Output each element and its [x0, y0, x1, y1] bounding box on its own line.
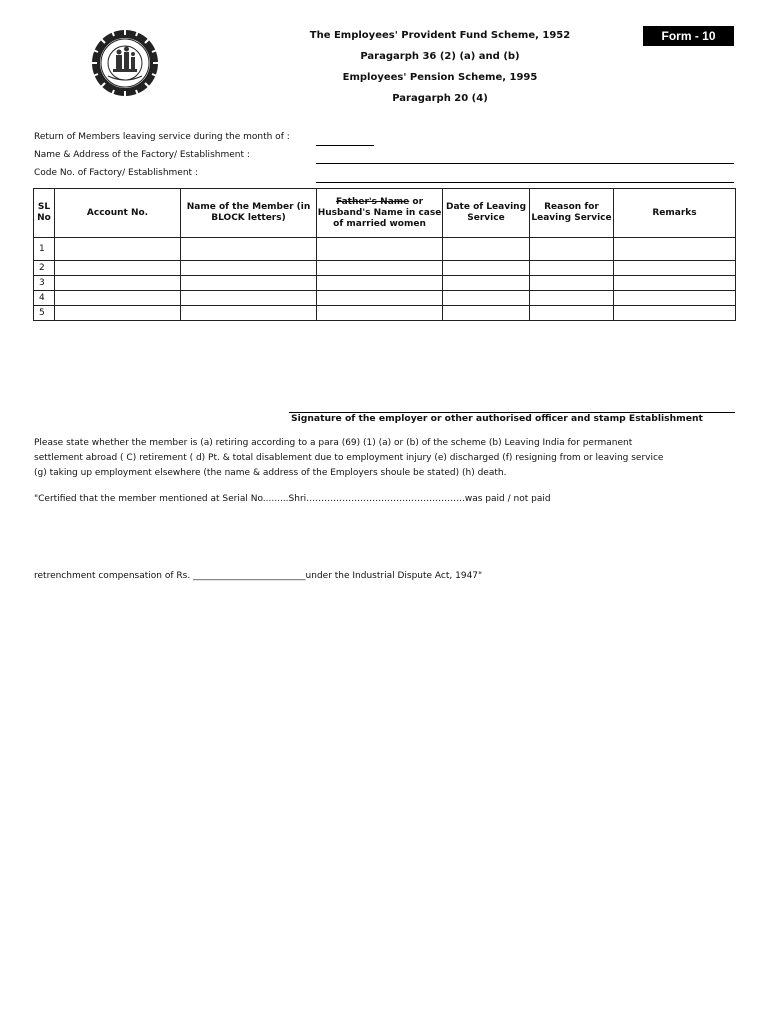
header-pension-scheme-1995: Employees' Pension Scheme, 1995	[342, 72, 538, 83]
table-row	[34, 261, 736, 276]
reason-cell[interactable]	[530, 306, 614, 321]
account-no-cell[interactable]	[55, 291, 181, 306]
sl-no-cell: 1	[34, 238, 55, 261]
father-name-struck-text: Father's Name	[335, 196, 410, 207]
table-row	[34, 238, 736, 261]
member-name-cell[interactable]	[181, 291, 317, 306]
code-field-line[interactable]	[316, 182, 734, 183]
table-row	[34, 276, 736, 291]
father-name-cell[interactable]	[317, 261, 443, 276]
account-no-cell[interactable]	[55, 261, 181, 276]
remarks-cell[interactable]	[614, 261, 736, 276]
sl-no-cell: 5	[34, 306, 55, 321]
sl-no-cell: 3	[34, 276, 55, 291]
remarks-cell[interactable]	[614, 306, 736, 321]
table-row	[34, 291, 736, 306]
remarks-cell[interactable]	[614, 238, 736, 261]
certification-text: "Certified that the member mentioned at Serial No.........Shri……………………………………………..was paid / not paid	[34, 494, 551, 504]
remarks-cell[interactable]	[614, 276, 736, 291]
member-name-cell[interactable]	[181, 238, 317, 261]
reason-cell[interactable]	[530, 291, 614, 306]
col-header-sl-no: SL No	[34, 189, 55, 238]
col-header-remarks: Remarks	[614, 189, 736, 238]
instruction-line: settlement abroad ( C) retirement ( d) Pt. & total disablement due to employment injury (e) discharged (f) resigning from or leaving service	[34, 453, 664, 463]
header-paragraph-20: Paragarph 20 (4)	[392, 93, 488, 104]
account-no-cell[interactable]	[55, 238, 181, 261]
col-header-date-leaving: Date of Leaving Service	[443, 189, 530, 238]
account-no-cell[interactable]	[55, 306, 181, 321]
member-name-cell[interactable]	[181, 276, 317, 291]
establishment-fields	[34, 130, 290, 184]
name-address-field-line[interactable]	[316, 163, 734, 164]
instructions-paragraph	[34, 436, 734, 481]
account-no-cell[interactable]	[55, 276, 181, 291]
father-name-cell[interactable]	[317, 238, 443, 261]
epfo-emblem-logo	[90, 28, 160, 98]
member-name-cell[interactable]	[181, 306, 317, 321]
col-header-member-name: Name of the Member (in BLOCK letters)	[181, 189, 317, 238]
reason-cell[interactable]	[530, 276, 614, 291]
members-table	[33, 188, 736, 321]
reason-cell[interactable]	[530, 238, 614, 261]
father-name-cell[interactable]	[317, 276, 443, 291]
date-leaving-cell[interactable]	[443, 291, 530, 306]
form-header	[280, 28, 600, 112]
header-scheme-1952: The Employees' Provident Fund Scheme, 1952	[309, 30, 571, 41]
sl-no-cell: 2	[34, 261, 55, 276]
retrenchment-text: retrenchment compensation of Rs. _________________________under the Industrial Dispute Act, 1947"	[34, 571, 483, 581]
table-header-row	[34, 189, 736, 238]
col-header-father-husband-name	[317, 189, 443, 238]
member-name-cell[interactable]	[181, 261, 317, 276]
code-label: Code No. of Factory/ Establishment :	[34, 168, 198, 178]
header-paragraph-36: Paragarph 36 (2) (a) and (b)	[360, 51, 520, 62]
remarks-cell[interactable]	[614, 291, 736, 306]
month-label: Return of Members leaving service during the month of :	[34, 132, 290, 142]
name-address-label: Name & Address of the Factory/ Establishment :	[34, 150, 250, 160]
sl-no-cell: 4	[34, 291, 55, 306]
reason-cell[interactable]	[530, 261, 614, 276]
instruction-line: Please state whether the member is (a) retiring according to a para (69) (1) (a) or (b) of the scheme (b) Leaving India for permanent	[34, 438, 633, 448]
signature-label: Signature of the employer or other authorised officer and stamp Establishment	[291, 413, 703, 424]
date-leaving-cell[interactable]	[443, 261, 530, 276]
form-number-badge: Form - 10	[643, 26, 734, 46]
date-leaving-cell[interactable]	[443, 238, 530, 261]
father-name-cell[interactable]	[317, 291, 443, 306]
table-row	[34, 306, 736, 321]
col-header-account-no: Account No.	[55, 189, 181, 238]
instruction-line: (g) taking up employment elsewhere (the name & address of the Employers shoule be stated) (h) death.	[34, 468, 507, 478]
date-leaving-cell[interactable]	[443, 306, 530, 321]
date-leaving-cell[interactable]	[443, 276, 530, 291]
col-header-reason: Reason for Leaving Service	[530, 189, 614, 238]
father-name-cell[interactable]	[317, 306, 443, 321]
month-field-line[interactable]	[316, 145, 374, 146]
father-name-rest-text: or Husband's Name in case of married women	[317, 196, 442, 229]
